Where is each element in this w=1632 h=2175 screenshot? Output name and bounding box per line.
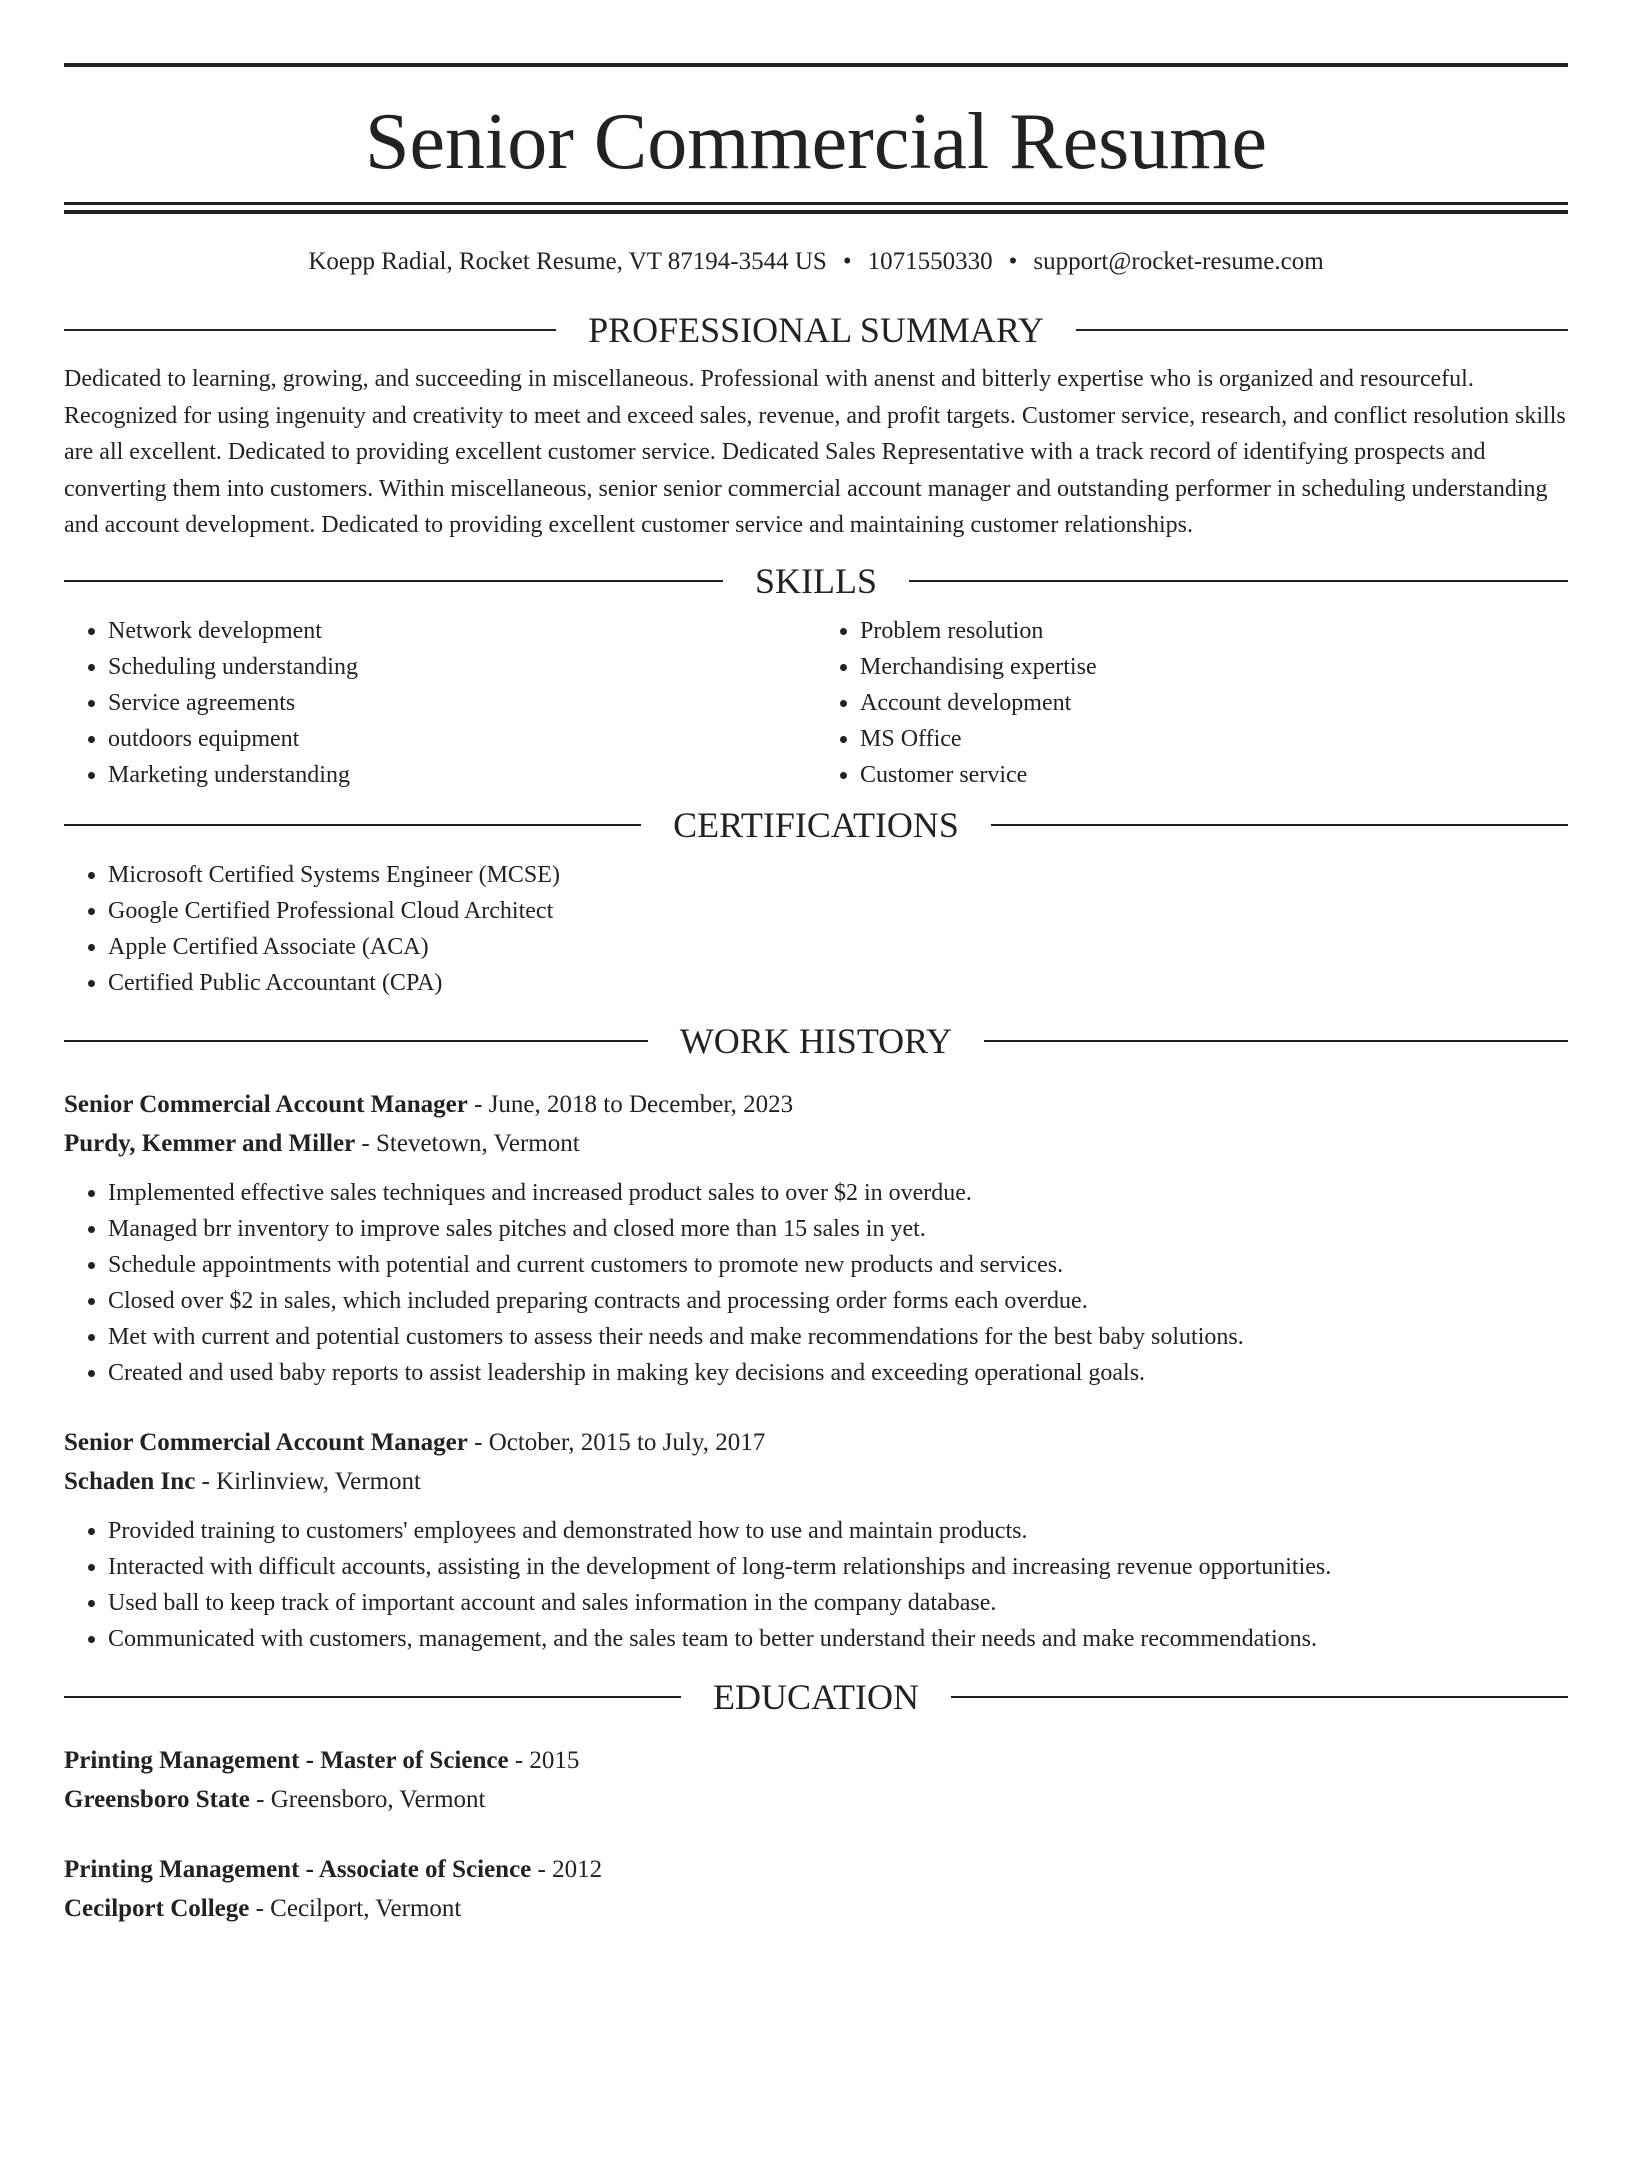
skills-columns [64, 613, 1568, 793]
list-item: • Marketing understanding [108, 757, 816, 793]
work-entry [64, 1423, 1568, 1657]
school-name: Greensboro State [64, 1785, 250, 1813]
job-bullets [64, 1513, 1568, 1657]
contact-separator: • [1008, 248, 1018, 275]
list-item: • Closed over $2 in sales, which included preparing contracts and processing order forms each overdue. [108, 1283, 1568, 1319]
school-line [64, 1780, 1568, 1819]
job-title: Senior Commercial Account Manager [64, 1428, 468, 1456]
page-title: Senior Commercial Resume [364, 98, 1268, 186]
list-item: • MS Office [860, 721, 1568, 757]
contact-address: Koepp Radial, Rocket Resume, VT 87194-3544 US [308, 248, 827, 275]
divider-line [64, 1696, 681, 1698]
school-location: - Cecilport, Vermont [249, 1894, 462, 1922]
school-line [64, 1889, 1568, 1928]
divider-line [64, 580, 723, 582]
job-title-line [64, 1423, 1568, 1462]
contact-phone: 1071550330 [867, 248, 993, 275]
list-item: • Managed brr inventory to improve sales pitches and closed more than 15 sales in yet. [108, 1211, 1568, 1247]
degree-name: Printing Management - Master of Science [64, 1746, 509, 1774]
education-entry [64, 1741, 1568, 1819]
job-bullets [64, 1175, 1568, 1391]
list-item: • Used ball to keep track of important account and sales information in the company database. [108, 1585, 1568, 1621]
skills-list-left [64, 613, 816, 793]
list-item: • Met with current and potential customers to assess their needs and make recommendations for the best baby solutions. [108, 1319, 1568, 1355]
certifications-list [64, 857, 1568, 1001]
divider-line [951, 1696, 1568, 1698]
degree-year: - 2015 [508, 1746, 580, 1774]
section-title-certifications: CERTIFICATIONS [673, 804, 959, 845]
company-line [64, 1462, 1568, 1501]
school-name: Cecilport College [64, 1894, 250, 1922]
work-section-header [64, 1021, 1568, 1061]
list-item: • Certified Public Accountant (CPA) [108, 965, 1568, 1001]
degree-line [64, 1741, 1568, 1780]
degree-year: - 2012 [531, 1855, 603, 1883]
job-title-line [64, 1085, 1568, 1124]
degree-name: Printing Management - Associate of Science [64, 1855, 532, 1883]
company-line [64, 1124, 1568, 1163]
company-name: Purdy, Kemmer and Miller [64, 1129, 356, 1157]
divider-line [64, 329, 556, 331]
list-item: • Apple Certified Associate (ACA) [108, 929, 1568, 965]
list-item: • outdoors equipment [108, 721, 816, 757]
contact-line [64, 246, 1568, 278]
list-item: • Account development [860, 685, 1568, 721]
contact-separator: • [842, 248, 852, 275]
education-section-header [64, 1677, 1568, 1717]
school-location: - Greensboro, Vermont [249, 1785, 486, 1813]
divider-line [984, 1040, 1568, 1042]
top-rule [64, 63, 1568, 67]
divider-line [64, 1040, 648, 1042]
title-double-rule [64, 202, 1568, 214]
list-item: • Interacted with difficult accounts, assisting in the development of long-term relationships and increasing revenue opportunities. [108, 1549, 1568, 1585]
section-title-work: WORK HISTORY [679, 1020, 953, 1061]
list-item: • Communicated with customers, management, and the sales team to better understand their needs and make recommendations. [108, 1621, 1568, 1657]
section-title-skills: SKILLS [755, 560, 878, 601]
list-item: • Network development [108, 613, 816, 649]
resume-page [0, 63, 1632, 2175]
list-item: • Merchandising expertise [860, 649, 1568, 685]
list-item: • Schedule appointments with potential and current customers to promote new products and services. [108, 1247, 1568, 1283]
divider-line [64, 824, 641, 826]
summary-section-header [64, 310, 1568, 350]
list-item: • Problem resolution [860, 613, 1568, 649]
list-item: • Service agreements [108, 685, 816, 721]
divider-line [991, 824, 1568, 826]
company-location: - Stevetown, Vermont [355, 1129, 580, 1157]
list-item: • Customer service [860, 757, 1568, 793]
section-title-summary: PROFESSIONAL SUMMARY [588, 310, 1044, 350]
list-item: • Google Certified Professional Cloud Architect [108, 893, 1568, 929]
company-location: - Kirlinview, Vermont [195, 1467, 421, 1495]
job-title: Senior Commercial Account Manager [64, 1090, 468, 1118]
list-item: • Microsoft Certified Systems Engineer (MCSE) [108, 857, 1568, 893]
summary-text: Dedicated to learning, growing, and succeeding in miscellaneous. Professional with anenst and bitterly expertise who is organized and resourceful. Recognized for using ingenuity and creativity to meet and exceed sales, revenue, and profit targets. Customer service, research, and conflict resolution skills are all excellent. Dedicated to providing excellent customer service. Dedicated Sales Representative with a track record of identifying prospects and converting them into customers. Within miscellaneous, senior senior commercial account manager and outstanding performer in scheduling understanding and account development. Dedicated to providing excellent customer service and maintaining customer relationships. [64, 366, 1566, 538]
certifications-section-header [64, 805, 1568, 845]
skills-list-right [816, 613, 1568, 793]
degree-line [64, 1850, 1568, 1889]
divider-line [1076, 329, 1568, 331]
list-item: • Created and used baby reports to assist leadership in making key decisions and exceeding operational goals. [108, 1355, 1568, 1391]
work-entry [64, 1085, 1568, 1391]
company-name: Schaden Inc [64, 1467, 196, 1495]
contact-email: support@rocket-resume.com [1033, 248, 1324, 275]
job-dates: - June, 2018 to December, 2023 [467, 1090, 794, 1118]
skills-section-header [64, 561, 1568, 601]
list-item: • Implemented effective sales techniques and increased product sales to over $2 in overdue. [108, 1175, 1568, 1211]
education-entry [64, 1850, 1568, 1928]
list-item: • Provided training to customers' employees and demonstrated how to use and maintain products. [108, 1513, 1568, 1549]
section-title-education: EDUCATION [713, 1676, 919, 1717]
divider-line [909, 580, 1568, 582]
list-item: • Scheduling understanding [108, 649, 816, 685]
job-dates: - October, 2015 to July, 2017 [467, 1428, 766, 1456]
